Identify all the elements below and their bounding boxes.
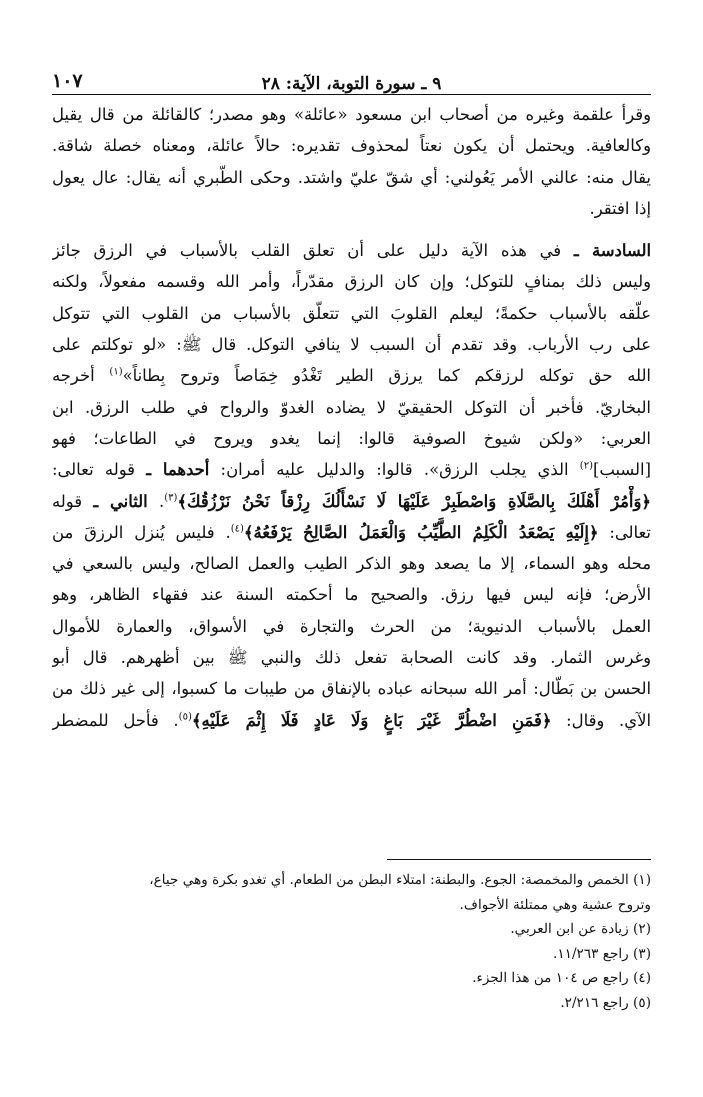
text-line: البخاريّ. فأخبر أن التوكل الحقيقيّ لا يضاده الغدوّ والرواح في طلب الرزق. ابن bbox=[52, 397, 651, 417]
footnote: (٤) راجع ص ١٠٤ من هذا الجزء. bbox=[472, 970, 651, 987]
text-line bbox=[52, 454, 651, 485]
quran-verse: ﴿فَمَنِ اضْطُرَّ غَيْرَ بَاغٍ وَلَا عَادٍ فَلَا إِثْمَ عَلَيْهِ﴾ bbox=[191, 710, 552, 730]
text-line: وليس ذلك بمنافٍ للتوكل؛ وإن كان الرزق مقدّراً، وأمر الله وقسمه مفعولاً، ولكنه bbox=[52, 272, 651, 292]
main-text bbox=[52, 99, 651, 736]
text-line bbox=[52, 360, 651, 391]
footnote-ref: (٣) bbox=[164, 492, 178, 504]
footnote-rule bbox=[387, 859, 651, 860]
text-line: علّقه بالأسباب حكمةً؛ ليعلم القلوبَ التي تتعلّق بالأسباب من القلوب التي تتوكل bbox=[52, 303, 651, 323]
text-span: قوله تعالى: bbox=[52, 460, 135, 480]
section-heading: السادسة ـ bbox=[573, 241, 651, 261]
text-line: الحسن بن بَطّال: أمر الله سبحانه عباده بالإنفاق من طيبات ما كسبوا، إلى غير ذلك من bbox=[52, 679, 651, 699]
footnote: (٣) راجع ١١/٢٦٣. bbox=[553, 945, 651, 962]
page-number: ١٠٧ bbox=[52, 70, 83, 92]
footnote: (١) الخمص والمخمصة: الجوع. والبطنة: امتلاء البطن من الطعام. أي تغدو بكرة وهي جياع، bbox=[149, 872, 651, 888]
text-line: يقال منه: عالني الأمر يَعُولني: أي شقّ عليّ واشتد. وحكى الطّبري أنه يقال: عال يعول bbox=[52, 167, 651, 187]
text-span: [السبب] bbox=[592, 460, 651, 480]
footnote-ref: (٤) bbox=[230, 523, 244, 535]
text-span: فأحل للمضطر bbox=[52, 710, 159, 730]
quran-verse: ﴿إِلَيْهِ يَصْعَدُ الْكَلِمُ الطَّيِّبُ وَالْعَمَلُ الصَّالِحُ يَرْفَعُهُ﴾ bbox=[243, 522, 599, 542]
running-title: ٩ ـ سورة التوبة، الآية: ٢٨ bbox=[261, 74, 442, 94]
text-line: العربي: «ولكن شيوخ الصوفية قالوا: إنما يغدو ويروح في الطاعات؛ فهو bbox=[52, 428, 651, 448]
text-span: فليس يُنزل الرزقَ من bbox=[52, 522, 215, 542]
footnotes bbox=[52, 868, 651, 1016]
footnote-continuation: وتروح عشية وهي ممتلئة الأجواف. bbox=[459, 896, 651, 913]
text-line: العمل بالأسباب الدنيوية؛ من الحرث والتجارة في الأسواق، والعمارة للأموال bbox=[52, 616, 651, 636]
text-line: إذا افتقر. bbox=[589, 198, 651, 218]
running-header bbox=[52, 60, 651, 94]
footnote-ref: (٥) bbox=[178, 711, 192, 723]
text-line: الآي. وقال: ﴿فَمَنِ اضْطُرَّ غَيْرَ بَاغٍ وَلَا عَادٍ فَلَا إِثْمَ عَلَيْهِ﴾$^{(٥)}$. فأحل للمضطر bbox=[52, 710, 651, 730]
text-line: الأرض؛ فإنه ليس فيها رزق. والصحيح ما أحكمته السنة عند فقهاء الظاهر، وهو bbox=[52, 585, 651, 605]
text-span: الآي. وقال: bbox=[566, 710, 651, 730]
point-label: الثاني ـ bbox=[93, 491, 148, 511]
footnote: (٥) راجع ٢/٢١٦. bbox=[560, 994, 651, 1011]
footnote-ref: (١) bbox=[109, 366, 123, 378]
text-line bbox=[52, 235, 651, 266]
text-line: وكالعافية. ويحتمل أن يكون نعتاً لمحذوف تقديره: حالاً عائلة، ومعناه خصلة شاقة. bbox=[52, 136, 651, 156]
text-line: وقرأ علقمة وغيره من أصحاب ابن مسعود «عائلة» وهو مصدر؛ كالقائلة من قال يقيل bbox=[52, 105, 651, 124]
text-span: قوله bbox=[52, 491, 83, 511]
text-line: وغرس الثمار. وقد كانت الصحابة تفعل ذلك والنبي ﷺ بين أظهرهم. قال أبو bbox=[52, 648, 651, 668]
text-span: أخرجه bbox=[52, 366, 95, 386]
text-span: تعالى: bbox=[609, 522, 651, 542]
footnote: (٢) زيادة عن ابن العربي. bbox=[510, 921, 651, 938]
text-span: في هذه الآية دليل على أن تعلق القلب بالأسباب في الرزق جائز bbox=[52, 241, 562, 261]
header-rule bbox=[52, 94, 651, 95]
text-line: ﴿وَأْمُرْ أَهْلَكَ بِالصَّلَاةِ وَاصْطَبِرْ عَلَيْهَا لَا نَسْأَلُكَ رِزْقاً نَحْنُ نَرْزُقُكَ﴾$^{(٣)}$. الثاني ـ قوله bbox=[52, 491, 651, 511]
text-line: على رب الأرباب. وقد تقدم أن السبب لا ينافي التوكل. قال ﷺ: «لو توكلتم على bbox=[52, 335, 651, 355]
footnote-ref: (٢) bbox=[579, 460, 593, 472]
text-line: تعالى: ﴿إِلَيْهِ يَصْعَدُ الْكَلِمُ الطَّيِّبُ وَالْعَمَلُ الصَّالِحُ يَرْفَعُهُ﴾$^{(٤)}$. فليس يُنزل الرزقَ من bbox=[52, 522, 651, 542]
quran-verse: ﴿وَأْمُرْ أَهْلَكَ بِالصَّلَاةِ وَاصْطَبِرْ عَلَيْهَا لَا نَسْأَلُكَ رِزْقاً نَحْنُ نَرْزُقُكَ﴾ bbox=[177, 491, 651, 511]
text-span: الذي يجلب الرزق». قالوا: والدليل عليه أمران: bbox=[220, 460, 569, 480]
hadith-text: الله حق توكله لرزقكم كما يرزق الطير تَغْدُو خِمَاصاً وتروح بِطاناً» bbox=[122, 366, 651, 386]
paragraph-gap bbox=[52, 224, 651, 235]
text-line: محله وهو السماء، إلا ما يصعد وهو الذكر الطيب والعمل الصالح، وليس بالسعي في bbox=[52, 554, 651, 574]
point-label: أحدهما ـ bbox=[146, 460, 210, 480]
